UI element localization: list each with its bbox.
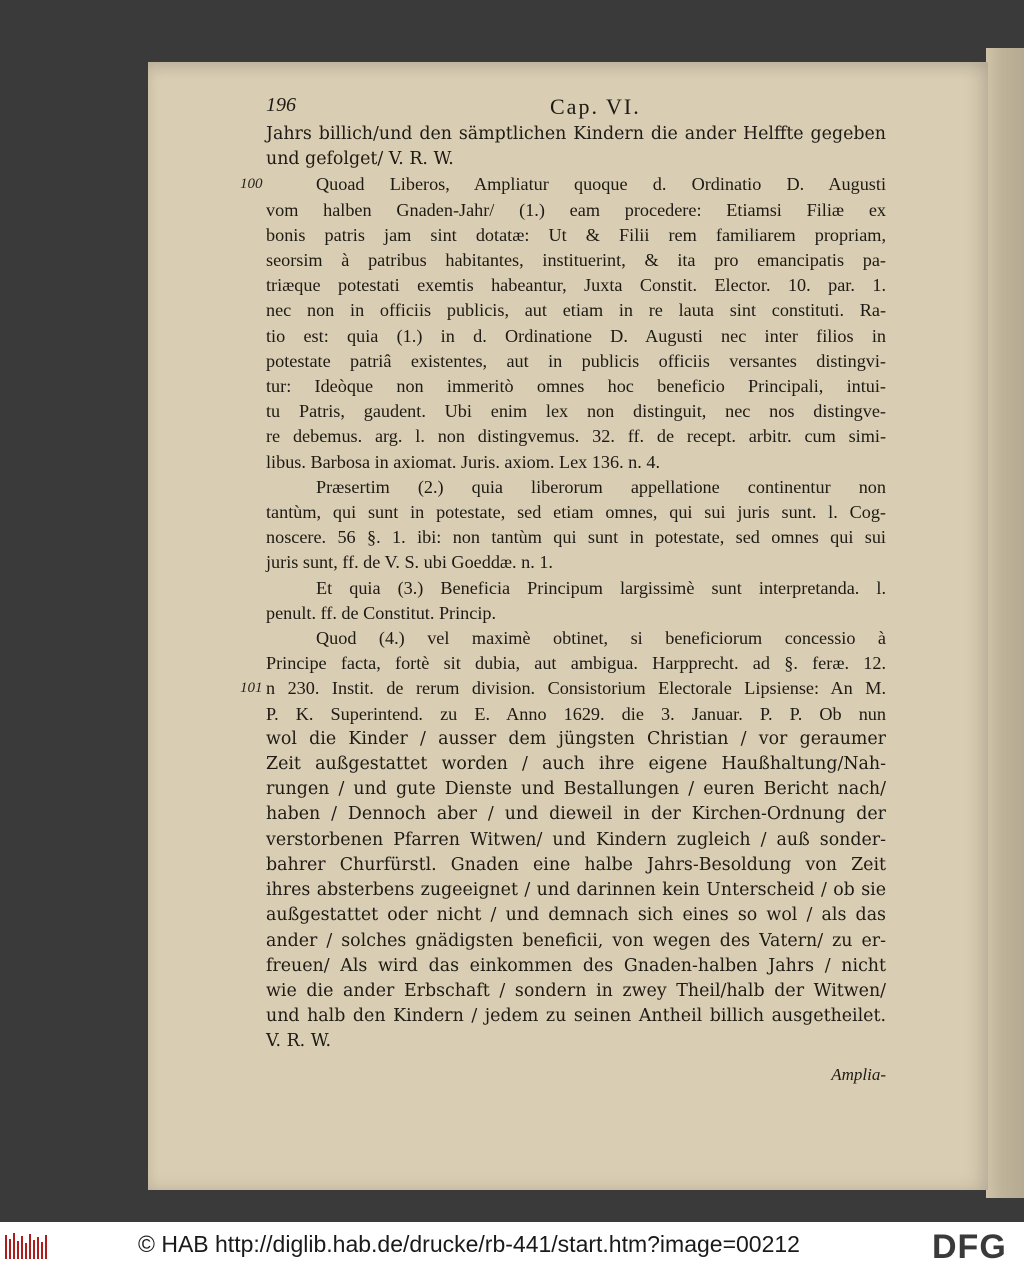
text-line: tur: Ideòque non immeritò omnes hoc beneficio Principali, intui- (266, 376, 886, 397)
hab-barcode-logo-icon (4, 1231, 48, 1261)
text-line: triæque potestati exemtis habeantur, Juxta Constit. Elector. 10. par. 1. (266, 275, 886, 296)
chapter-heading: Cap. VI. (550, 94, 641, 119)
text-line: Zeit außgestattet worden / auch ihre eigene Haußhaltung/Nah- (266, 754, 886, 775)
text-line: penult. ff. de Constitut. Princip. (266, 602, 497, 623)
footer-bar (0, 1222, 1024, 1268)
text-line: Jahrs billich/und den sämptlichen Kindern die ander Helffte gegeben (266, 124, 886, 144)
text-line: noscere. 56 §. 1. ibi: non tantùm qui sunt in potestate, sed omnes qui sui (266, 527, 886, 548)
text-line: ihres absterbens zugeeignet / und darinnen kein Unterscheid / ob sie (266, 880, 886, 901)
margin-number: 100 (240, 176, 263, 193)
text-line: re debemus. arg. l. non distingvemus. 32. ff. de recept. arbitr. cum simi- (266, 426, 886, 447)
text-line: potestate patriâ existentes, aut in publicis officiis versantes distingvi- (266, 350, 886, 371)
dfg-logo: DFG (932, 1228, 1007, 1266)
text-line: vom halben Gnaden-Jahr/ (1.) eam procedere: Etiamsi Filiæ ex (266, 199, 886, 220)
margin-number: 101 (240, 680, 263, 697)
page-number: 196 (266, 94, 296, 116)
text-line: und halb den Kindern / jedem zu seinen Antheil billich ausgetheilet. (266, 1006, 886, 1027)
text-line: freuen/ Als wird das einkommen des Gnaden-halben Jahrs / nicht (266, 955, 886, 976)
text-line: ander / solches gnädigsten beneficii, von wegen des Vatern/ zu er- (266, 930, 886, 951)
catchword: Amplia- (831, 1064, 886, 1084)
copyright-url-text: © HAB http://diglib.hab.de/drucke/rb-441/start.htm?image=00212 (138, 1231, 800, 1257)
text-line: tu Patris, gaudent. Ubi enim lex non distinguit, nec nos distingve- (266, 401, 886, 422)
page-text-block (240, 94, 886, 1091)
text-line: juris sunt, ff. de V. S. ubi Goeddæ. n. 1. (266, 552, 553, 573)
text-line: nec non in officiis publicis, aut etiam in re lauta sint constituti. Ra- (266, 300, 886, 321)
text-line: Quod (4.) vel maximè obtinet, si beneficiorum concessio à (316, 628, 886, 649)
text-line: bahrer Churfürstl. Gnaden eine halbe Jahrs-Besoldung von Zeit (266, 854, 886, 875)
text-line: bonis patris jam sint dotatæ: Ut & Filii rem familiarem propriam, (266, 224, 886, 245)
text-line: Præsertim (2.) quia liberorum appellatione continentur non (316, 476, 886, 497)
text-line: P. K. Superintend. zu E. Anno 1629. die 3. Januar. P. P. Ob nun (266, 703, 886, 724)
text-line: seorsim à patribus habitantes, instituerint, & ita pro emancipatis pa- (266, 250, 886, 271)
text-line: n 230. Instit. de rerum division. Consistorium Electorale Lipsiense: An M. (266, 678, 886, 699)
text-line: tio est: quia (1.) in d. Ordinatione D. Augusti nec inter filios in (266, 325, 886, 346)
page-header (266, 94, 886, 122)
text-line: Quoad Liberos, Ampliatur quoque d. Ordinatio D. Augusti (316, 174, 886, 195)
page-edge (986, 48, 1024, 1198)
text-line: wie die ander Erbschaft / sondern in zwey Theil/halb der Witwen/ (266, 980, 886, 1001)
text-line: rungen / und gute Dienste und Bestallungen / euren Bericht nach/ (266, 779, 886, 800)
text-line: V. R. W. (266, 1031, 332, 1052)
text-line: haben / Dennoch aber / und dieweil in der Kirchen-Ordnung der (266, 804, 886, 825)
text-line: außgestattet oder nicht / und demnach sich eines so wol / als das (266, 905, 886, 926)
text-line: Principe facta, fortè sit dubia, aut ambigua. Harpprecht. ad §. feræ. 12. (266, 653, 886, 674)
text-line: wol die Kinder / ausser dem jüngsten Christian / vor geraumer (266, 728, 886, 749)
text-line: tantùm, qui sunt in potestate, sed etiam omnes, qui sui juris sunt. l. Cog- (266, 502, 886, 523)
text-line: verstorbenen Pfarren Witwen/ und Kindern zugleich / auß sonder- (266, 829, 886, 850)
text-line: und gefolget/ V. R. W. (266, 149, 454, 170)
text-line: libus. Barbosa in axiomat. Juris. axiom. Lex 136. n. 4. (266, 451, 661, 472)
text-line: Et quia (3.) Beneficia Principum largissimè sunt interpretanda. l. (316, 577, 886, 598)
